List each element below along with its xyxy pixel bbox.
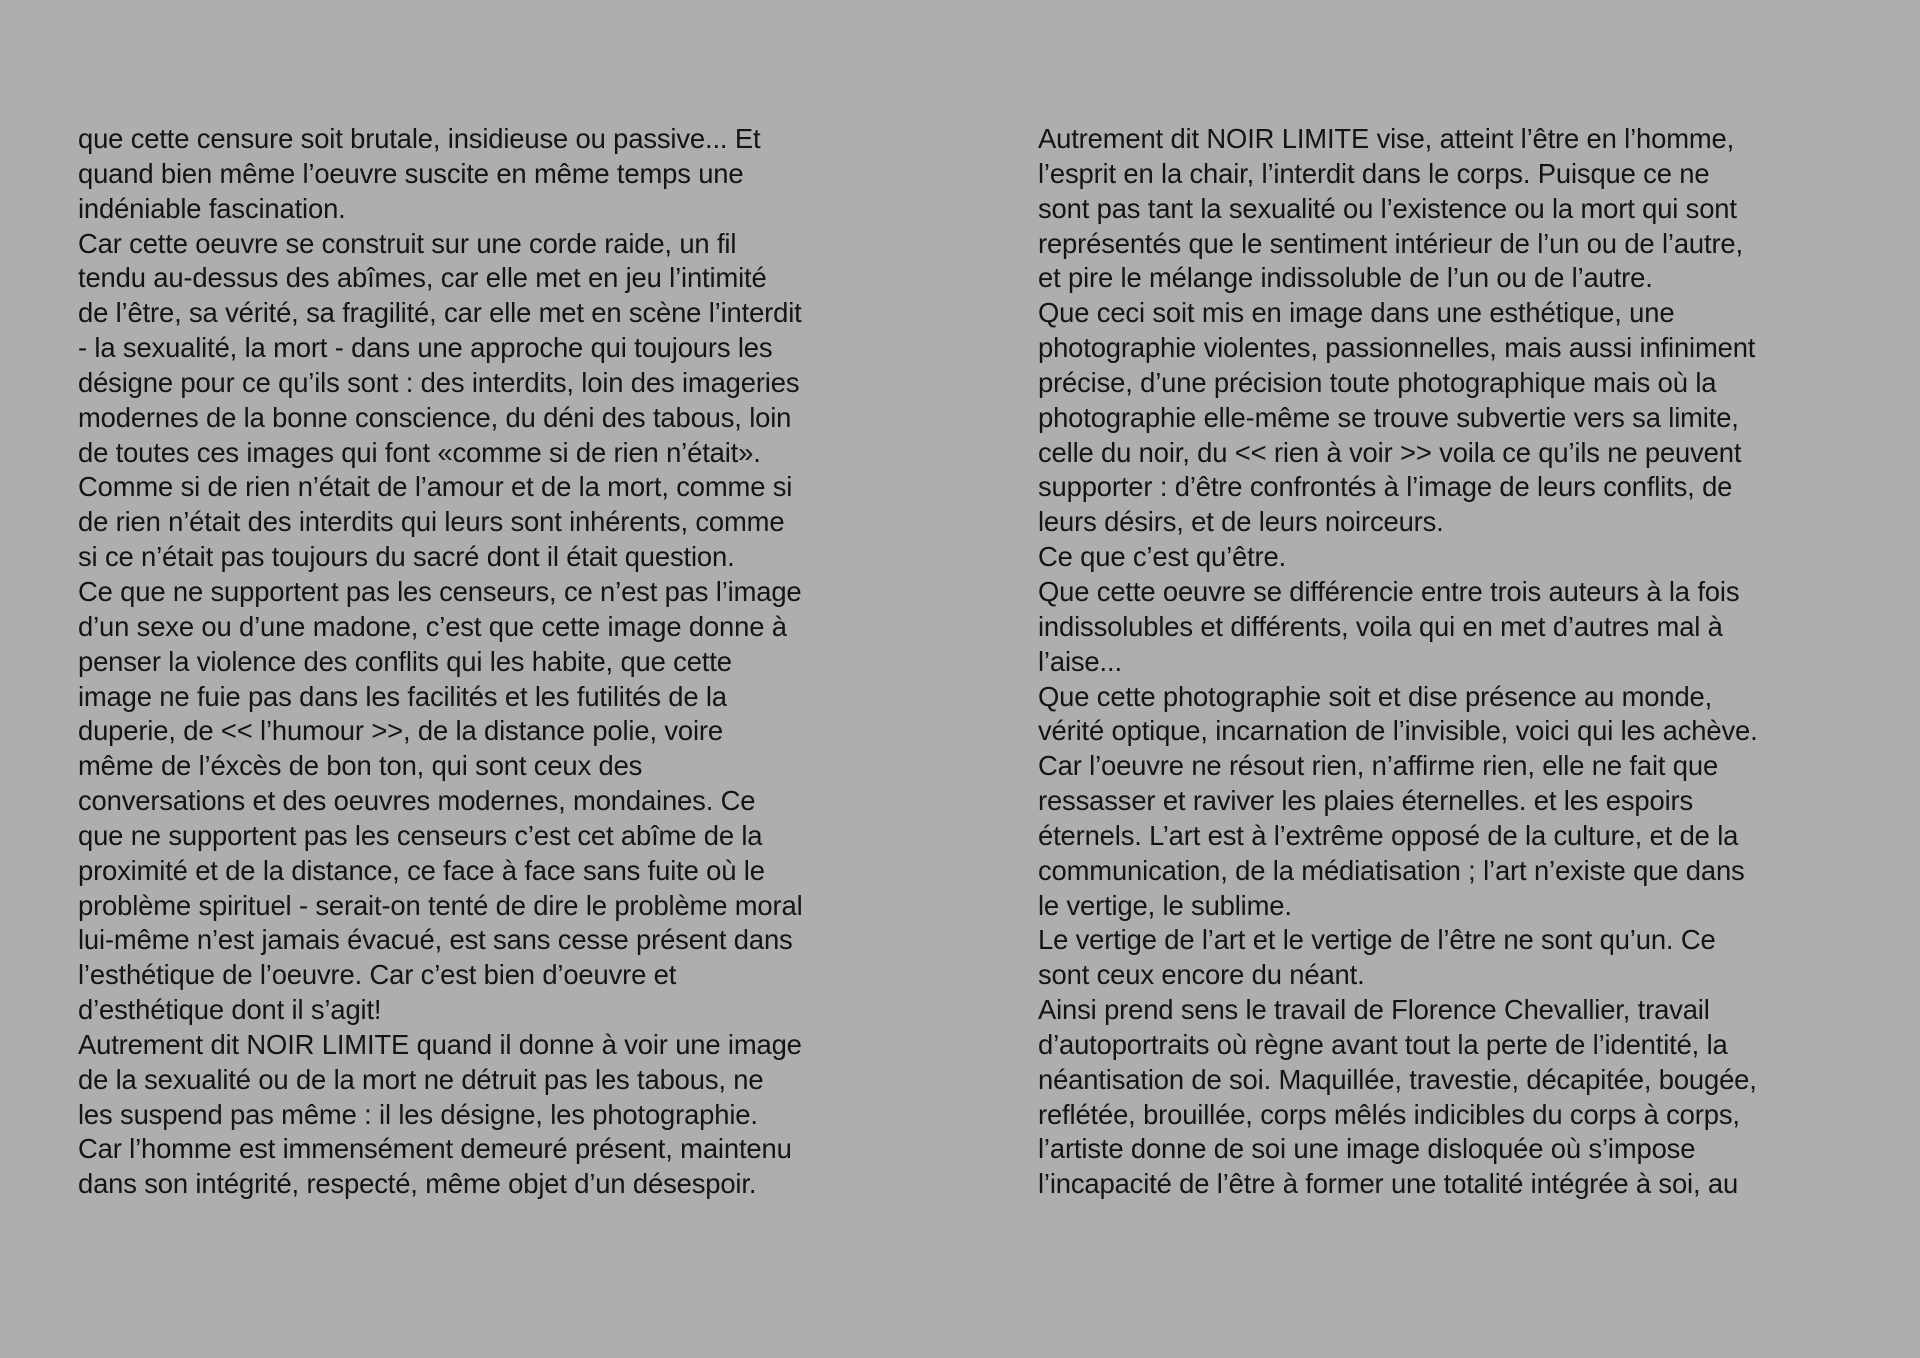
text-line: Autrement dit NOIR LIMITE vise, atteint l’être en l’homme, <box>1038 123 1735 154</box>
text-line: image ne fuie pas dans les facilités et les futilités de la <box>78 680 727 712</box>
text-line: celle du noir, du << rien à voir >> voila ce qu’ils ne peuvent <box>1038 436 1742 468</box>
text-line: si ce n’était pas toujours du sacré dont il était question. <box>78 541 735 573</box>
right-column <box>1038 122 1858 1202</box>
text-line: Ainsi prend sens le travail de Florence Chevallier, travail <box>1038 994 1710 1026</box>
text-line: représentés que le sentiment intérieur de l’un ou de l’autre, <box>1038 227 1743 259</box>
left-column <box>78 122 898 1202</box>
text-line: - la sexualité, la mort - dans une approche qui toujours les <box>78 332 773 364</box>
text-line: que ne supportent pas les censeurs c’est cet abîme de la <box>78 819 763 851</box>
text-line: quand bien même l’oeuvre suscite en même temps une <box>78 157 744 189</box>
text-line: l’esprit en la chair, l’interdit dans le corps. Puisque ce ne <box>1038 157 1710 189</box>
text-line: Ce que ne supportent pas les censeurs, ce n’est pas l’image <box>78 575 802 607</box>
text-line: photographie elle-même se trouve subvertie vers sa limite, <box>1038 401 1739 433</box>
text-line: penser la violence des conflits qui les habite, que cette <box>78 645 732 677</box>
text-line: reflétée, brouillée, corps mêlés indicibles du corps à corps, <box>1038 1098 1740 1130</box>
text-line: d’autoportraits où règne avant tout la perte de l’identité, la <box>1038 1028 1728 1060</box>
text-line: conversations et des oeuvres modernes, mondaines. Ce <box>78 785 756 817</box>
text-line: désigne pour ce qu’ils sont : des interdits, loin des imageries <box>78 366 800 398</box>
text-line: l’incapacité de l’être à former une totalité intégrée à soi, au <box>1038 1168 1739 1200</box>
text-line: duperie, de << l’humour >>, de la distance polie, voire <box>78 715 723 747</box>
text-line: de la sexualité ou de la mort ne détruit pas les tabous, ne <box>78 1063 764 1095</box>
text-line: même de l’éxcès de bon ton, qui sont ceux des <box>78 750 643 782</box>
text-line: indissolubles et différents, voila qui en met d’autres mal à <box>1038 610 1723 642</box>
text-line: Le vertige de l’art et le vertige de l’être ne sont qu’un. Ce <box>1038 924 1716 956</box>
text-line: d’un sexe ou d’une madone, c’est que cette image donne à <box>78 610 787 642</box>
text-line: Autrement dit NOIR LIMITE quand il donne à voir une image <box>78 1028 802 1060</box>
text-line: supporter : d’être confrontés à l’image de leurs conflits, de <box>1038 471 1733 503</box>
text-line: éternels. L’art est à l’extrême opposé de la culture, et de la <box>1038 819 1739 851</box>
text-line: de l’être, sa vérité, sa fragilité, car elle met en scène l’interdit <box>78 297 802 329</box>
text-line: le vertige, le sublime. <box>1038 889 1292 921</box>
text-line: modernes de la bonne conscience, du déni des tabous, loin <box>78 401 792 433</box>
text-line: que cette censure soit brutale, insidieuse ou passive... Et <box>78 123 761 154</box>
text-line: Que cette oeuvre se différencie entre trois auteurs à la fois <box>1038 575 1740 607</box>
text-line: lui-même n’est jamais évacué, est sans cesse présent dans <box>78 924 793 956</box>
text-line: indéniable fascination. <box>78 192 346 224</box>
text-line: précise, d’une précision toute photographique mais où la <box>1038 366 1717 398</box>
text-line: ressasser et raviver les plaies éternelles. et les espoirs <box>1038 785 1694 817</box>
text-line: et pire le mélange indissoluble de l’un ou de l’autre. <box>1038 262 1653 294</box>
text-line: dans son intégrité, respecté, même objet d’un désespoir. <box>78 1168 757 1200</box>
text-line: Que ceci soit mis en image dans une esthétique, une <box>1038 297 1675 329</box>
text-line: de rien n’était des interdits qui leurs sont inhérents, comme <box>78 506 785 538</box>
text-line: tendu au-dessus des abîmes, car elle met en jeu l’intimité <box>78 262 767 294</box>
text-line: de toutes ces images qui font «comme si de rien n’était». <box>78 436 761 468</box>
text-line: communication, de la médiatisation ; l’art n’existe que dans <box>1038 854 1745 886</box>
text-line: d’esthétique dont il s’agit! <box>78 994 382 1026</box>
text-line: Que cette photographie soit et dise présence au monde, <box>1038 680 1713 712</box>
text-line: leurs désirs, et de leurs noirceurs. <box>1038 506 1444 538</box>
text-line: les suspend pas même : il les désigne, les photographie. <box>78 1098 758 1130</box>
text-line: Ce que c’est qu’être. <box>1038 541 1287 573</box>
text-line: Car l’oeuvre ne résout rien, n’affirme rien, elle ne fait que <box>1038 750 1719 782</box>
text-line: Car l’homme est immensément demeuré présent, maintenu <box>78 1133 792 1165</box>
text-line: Comme si de rien n’était de l’amour et de la mort, comme si <box>78 471 793 503</box>
text-line: vérité optique, incarnation de l’invisible, voici qui les achève. <box>1038 715 1758 747</box>
text-line: l’artiste donne de soi une image disloquée où s’impose <box>1038 1133 1696 1165</box>
text-line: sont pas tant la sexualité ou l’existence ou la mort qui sont <box>1038 192 1737 224</box>
text-line: photographie violentes, passionnelles, mais aussi infiniment <box>1038 332 1756 364</box>
text-line: l’aise... <box>1038 645 1122 677</box>
text-line: Car cette oeuvre se construit sur une corde raide, un fil <box>78 227 737 259</box>
text-line: sont ceux encore du néant. <box>1038 959 1365 991</box>
text-line: néantisation de soi. Maquillée, travestie, décapitée, bougée, <box>1038 1063 1757 1095</box>
text-line: proximité et de la distance, ce face à face sans fuite où le <box>78 854 765 886</box>
text-line: problème spirituel - serait-on tenté de dire le problème moral <box>78 889 803 921</box>
text-line: l’esthétique de l’oeuvre. Car c’est bien d’oeuvre et <box>78 959 677 991</box>
